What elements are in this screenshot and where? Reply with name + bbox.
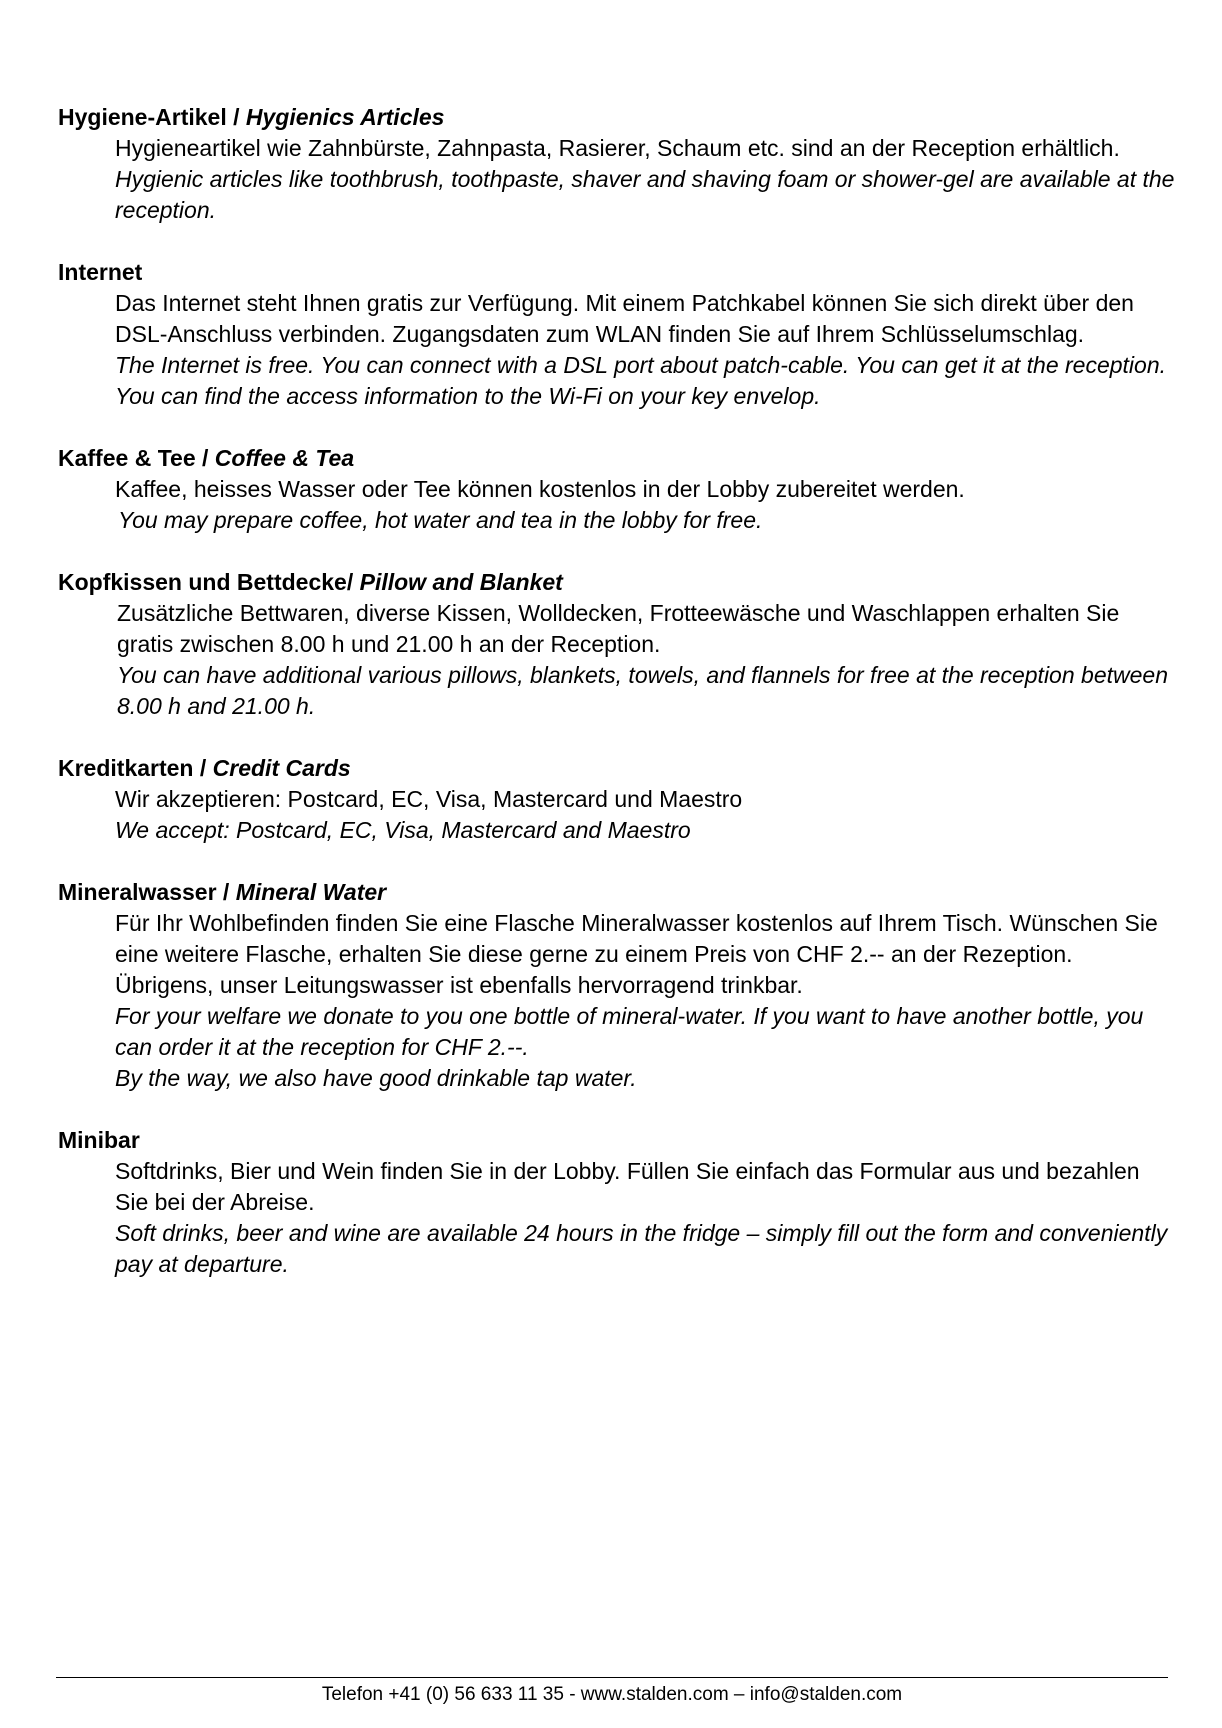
section-heading [58,567,1178,598]
section-heading [58,102,1178,133]
text-english: The Internet is free. You can connect with a DSL port about patch-cable. You can get it at the reception. You can find the access information to the Wi-Fi on your key envelop. [115,352,1167,409]
footer-divider [56,1677,1168,1678]
heading-german: Kopfkissen und Bettdecke/ [58,569,360,595]
document-content [58,102,1178,1311]
text-english: For your welfare we donate to you one bottle of mineral-water. If you want to have another bottle, you can order it at the reception for CHF 2.--. [115,1003,1144,1060]
heading-german: Minibar [58,1127,140,1153]
heading-german: Hygiene-Artikel / [58,104,246,130]
text-english: We accept: Postcard, EC, Visa, Mastercard and Maestro [115,817,691,843]
heading-german: Mineralwasser / [58,879,236,905]
section-heading [58,443,1178,474]
section-mineral-water [58,877,1178,1094]
text-german: Kaffee, heisses Wasser oder Tee können kostenlos in der Lobby zubereitet werden. [115,476,965,502]
text-english: Soft drinks, beer and wine are available 24 hours in the fridge – simply fill out the form and conveniently pay at departure. [115,1220,1168,1277]
text-german: Wir akzeptieren: Postcard, EC, Visa, Mastercard und Maestro [115,786,743,812]
heading-english: Mineral Water [235,879,387,905]
text-german: Softdrinks, Bier und Wein finden Sie in der Lobby. Füllen Sie einfach das Formular aus und bezahlen Sie bei der Abreise. [115,1158,1140,1215]
section-pillow-blanket [58,567,1178,722]
section-body [115,133,1178,226]
section-body [115,474,1178,536]
heading-english: Credit Cards [212,755,351,781]
text-german: Zusätzliche Bettwaren, diverse Kissen, Wolldecken, Frotteewäsche und Waschlappen erhalten Sie gratis zwischen 8.00 h und 21.00 h an der Reception. [117,600,1120,657]
section-body [117,598,1178,722]
heading-english: Coffee & Tea [214,445,355,471]
section-heading [58,257,1178,288]
section-heading [58,1125,1178,1156]
heading-german: Internet [58,259,143,285]
section-body [115,1156,1178,1280]
section-body [115,784,1178,846]
heading-english: Pillow and Blanket [359,569,563,595]
heading-german: Kaffee & Tee / [58,445,215,471]
section-hygiene [58,102,1178,226]
section-coffee-tea [58,443,1178,536]
text-german-note: Übrigens, unser Leitungswasser ist ebenfalls hervorragend trinkbar. [115,972,803,998]
text-german: Hygieneartikel wie Zahnbürste, Zahnpasta, Rasierer, Schaum etc. sind an der Reception erhältlich. [115,135,1120,161]
text-english: You can have additional various pillows, blankets, towels, and flannels for free at the reception between 8.00 h and 21.00 h. [117,662,1168,719]
text-german: Das Internet steht Ihnen gratis zur Verfügung. Mit einem Patchkabel können Sie sich direkt über den DSL-Anschluss verbinden. Zugangsdaten zum WLAN finden Sie auf Ihrem Schlüsselumschlag. [115,290,1134,347]
section-body [115,908,1178,1094]
section-body [115,288,1178,412]
section-heading [58,753,1178,784]
section-internet [58,257,1178,412]
section-credit-cards [58,753,1178,846]
text-english: You may prepare coffee, hot water and tea in the lobby for free. [118,507,763,533]
text-german: Für Ihr Wohlbefinden finden Sie eine Flasche Mineralwasser kostenlos auf Ihrem Tisch. Wünschen Sie eine weitere Flasche, erhalten Sie diese gerne zu einem Preis von CHF 2.-- an der Rezeption. [115,910,1158,967]
text-english: Hygienic articles like toothbrush, toothpaste, shaver and shaving foam or shower-gel are available at the reception. [115,166,1175,223]
heading-german: Kreditkarten / [58,755,213,781]
text-english-note: By the way, we also have good drinkable tap water. [115,1065,637,1091]
heading-english: Hygienics Articles [245,104,445,130]
footer-contact: Telefon +41 (0) 56 633 11 35 - www.stalden.com – info@stalden.com [321,1684,903,1705]
section-minibar [58,1125,1178,1280]
section-heading [58,877,1178,908]
